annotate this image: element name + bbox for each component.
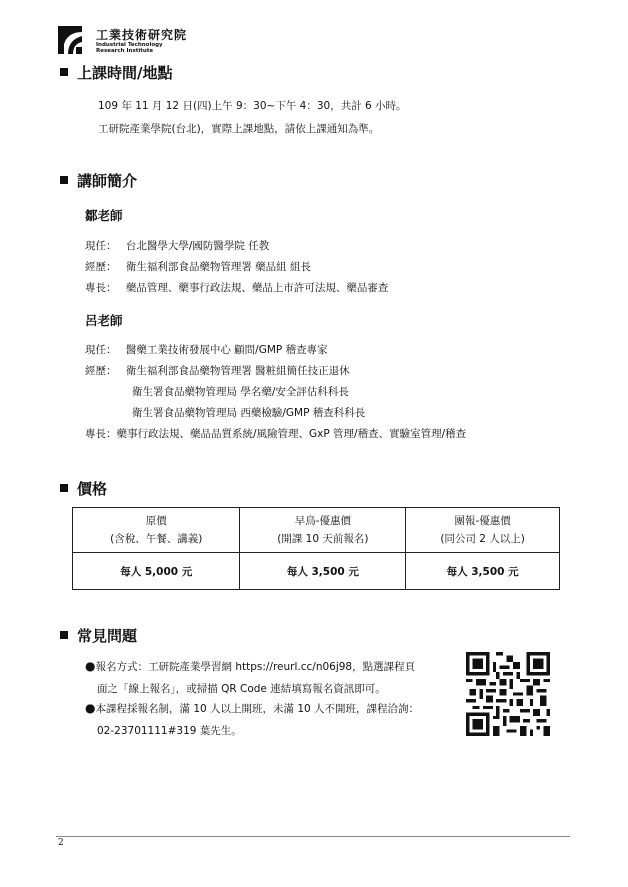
price-value-early-bird: 每人 3,500 元 [240,553,406,590]
teacher1-row [85,238,269,253]
teacher2-expertise: 專長：藥事行政法規、藥品品質系統/風險管理、GxP 管理/稽查、實驗室管理/稽查 [85,428,467,440]
price-col-title: 團報-優惠價 [454,515,511,527]
price-col-title: 早鳥-優惠價 [294,515,351,527]
bullet-icon: ● [85,659,96,673]
logo-name-en-line1: Industrial Technology [96,42,163,48]
price-col-original [73,508,240,553]
faq-heading [60,625,137,646]
section-square-icon [60,68,68,76]
faq-heading-text: 常見問題 [77,627,138,645]
teacher1-exp-label: 經歷： [85,261,117,273]
teacher2-name: 呂老師 [85,313,123,328]
logo-name-zh: 工業技術研究院 [96,28,188,42]
section-square-icon [60,484,68,492]
price-col-group [406,508,560,553]
price-table-value-row [73,553,560,590]
teacher1-row [85,280,388,295]
teacher2-exp-label: 經歷： [85,365,117,377]
teacher1-name: 鄒老師 [85,208,123,223]
price-heading [60,478,107,499]
logo-name-en-line2: Research Institute [96,48,154,54]
teacher2-exp-line-3: 衛生署食品藥物管理局 西藥檢驗/GMP 稽查科科長 [132,407,366,419]
price-value-original: 每人 5,000 元 [73,553,240,590]
faq-item-2-text: 本課程採報名制，滿 10 人以上開班，未滿 10 人不開班，課程洽詢： [95,703,420,715]
price-value-group: 每人 3,500 元 [406,553,560,590]
teacher1-exp-text: 衛生福利部食品藥物管理署 藥品組 組長 [125,261,312,273]
qr-code-icon[interactable] [466,652,550,736]
logo-name-en [96,42,163,54]
faq-item-1-line-1 [85,659,415,674]
teacher2-exp-line-1: 衛生福利部食品藥物管理署 醫粧組簡任技正退休 [125,365,350,377]
faq-item-2-line-2: 02-23701111#319 葉先生。 [97,725,242,737]
schedule-line-1: 109 年 11 月 12 日(四)上午 9：30~下午 4：30，共計 6 小時。 [98,100,407,112]
instructors-heading [60,170,137,191]
teacher2-exp [85,363,350,378]
teacher2-exp-line-2: 衛生署食品藥物管理局 學名藥/安全評估科科長 [132,386,349,398]
schedule-line-2: 工研院產業學院(台北)，實際上課地點，請依上課通知為準。 [98,123,380,135]
section-square-icon [60,631,68,639]
schedule-heading-text: 上課時間/地點 [77,64,173,82]
faq-item-2-line-1 [85,701,419,716]
price-col-early-bird [240,508,406,553]
faq-item-1-line-2: 面之「線上報名」，或掃描 QR Code 連結填寫報名資訊即可。 [97,683,386,695]
section-square-icon [60,176,68,184]
teacher2-current-text: 醫藥工業技術發展中心 顧問/GMP 稽查專家 [125,344,328,356]
bullet-icon: ● [85,701,96,715]
teacher1-expertise-label: 專長： [85,282,117,294]
footer-divider [56,836,570,837]
price-table [72,507,560,590]
price-table-header-row [73,508,560,553]
price-col-sub: (開課 10 天前報名) [277,533,369,545]
teacher1-current-label: 現任： [85,240,117,252]
teacher1-row [85,259,311,274]
faq-item-1-text: 報名方式：工研院產業學習網 https://reurl.cc/n06j98，點選課程頁 [95,661,416,673]
price-col-title: 原價 [145,515,167,527]
itri-logo-icon [58,26,82,54]
instructors-heading-text: 講師簡介 [77,172,138,190]
teacher2-current-label: 現任： [85,344,117,356]
price-col-sub: (同公司 2 人以上) [440,533,525,545]
price-heading-text: 價格 [77,480,108,498]
price-col-sub: (含稅、午餐、講義) [110,533,203,545]
schedule-heading [60,62,172,83]
teacher2-current [85,342,328,357]
teacher1-current-text: 台北醫學大學/國防醫學院 任教 [125,240,270,252]
page-number: 2 [58,838,64,848]
teacher1-expertise-text: 藥品管理、藥事行政法規、藥品上市許可法規、藥品審查 [125,282,389,294]
